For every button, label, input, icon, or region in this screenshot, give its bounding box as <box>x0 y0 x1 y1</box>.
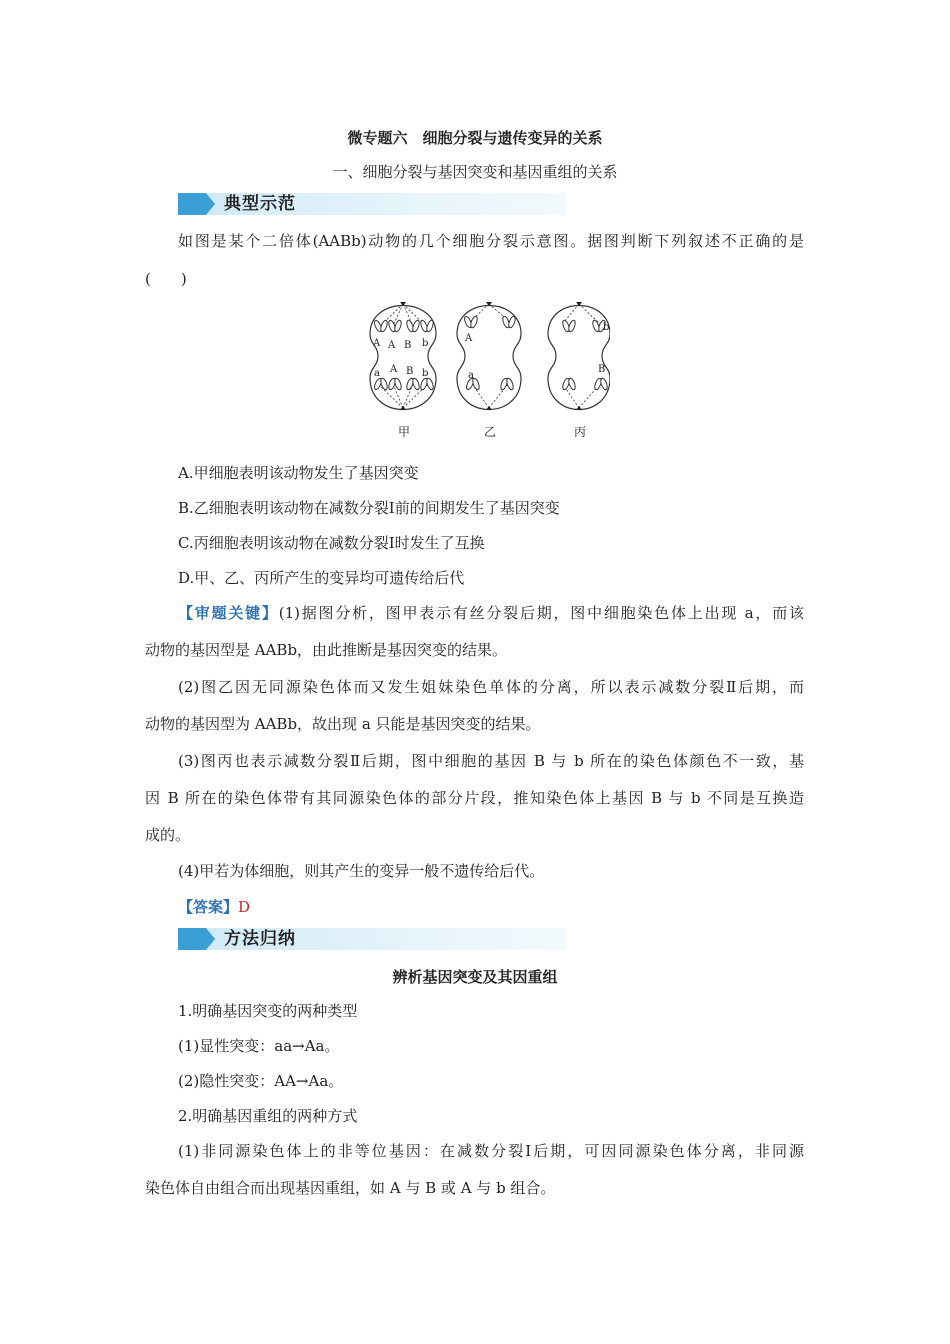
method-line-5b: 染色体自由组合而出现基因重组，如 A 与 B 或 A 与 b 组合。 <box>145 1179 556 1197</box>
option-d: D.甲、乙、丙所产生的变异均可遗传给后代 <box>178 569 465 587</box>
analysis-p2-line1: (2)图乙因无同源染色体而又发生姐妹染色单体的分离，所以表示减数分裂Ⅱ后期，而 <box>178 678 804 696</box>
gene-label: A <box>388 340 396 351</box>
answer-label: 【答案】 <box>178 898 239 916</box>
question-stem: 如图是某个二倍体(AABb)动物的几个细胞分裂示意图。据图判断下列叙述不正确的是 <box>178 232 804 250</box>
answer-blank: ( ) <box>145 270 187 288</box>
analysis-p2-line2: 动物的基因型为 AABb，故出现 a 只能是基因突变的结果。 <box>145 715 541 733</box>
method-line-1: 1.明确基因突变的两种类型 <box>178 1002 358 1020</box>
banner-arrow-icon <box>178 928 206 950</box>
answer-line <box>178 897 250 917</box>
figure-label-yi: 乙 <box>484 425 497 439</box>
method-line-5a: (1)非同源染色体上的非等位基因：在减数分裂Ⅰ后期，可因同源染色体分离，非同源 <box>178 1142 804 1160</box>
gene-label: A <box>465 333 473 344</box>
method-heading: 辨析基因突变及其因重组 <box>392 968 558 986</box>
cell-division-figure <box>360 296 610 441</box>
option-a: A.甲细胞表明该动物发生了基因突变 <box>178 464 419 482</box>
gene-label: B <box>598 364 606 375</box>
gene-label: a <box>468 370 474 381</box>
analysis-p3-line3: 成的。 <box>145 826 191 844</box>
analysis-p1-line2: 动物的基因型是 AABb，由此推断是基因突变的结果。 <box>145 641 508 659</box>
answer-value: D <box>238 898 251 916</box>
section-subtitle: 一、细胞分裂与基因突变和基因重组的关系 <box>332 163 618 181</box>
method-line-3: (2)隐性突变：AA→Aa。 <box>178 1072 344 1090</box>
analysis-p3-line2: 因 B 所在的染色体带有其同源染色体的部分片段，推知染色体上基因 B 与 b 不同是互换造 <box>145 789 804 807</box>
gene-label: B <box>406 366 414 377</box>
method-line-4: 2.明确基因重组的两种方式 <box>178 1107 358 1125</box>
gene-label: b <box>422 338 429 349</box>
analysis-p1-line1: 【审题关键】(1)据图分析，图甲表示有丝分裂后期，图中细胞染色体上出现 a，而该 <box>178 604 804 622</box>
option-b: B.乙细胞表明该动物在减数分裂Ⅰ前的间期发生了基因突变 <box>178 499 560 517</box>
banner-arrow-icon <box>178 193 206 215</box>
banner-label: 典型示范 <box>224 194 296 214</box>
gene-label: b <box>603 322 610 333</box>
gene-label: A <box>373 338 381 349</box>
gene-label: A <box>390 364 398 375</box>
figure-label-jia: 甲 <box>398 425 411 439</box>
cell-bing-outline <box>548 306 610 410</box>
gene-label: b <box>422 368 429 379</box>
banner-label: 方法归纳 <box>224 929 296 949</box>
gene-label: a <box>374 368 380 379</box>
cell-diagram-svg <box>360 296 610 441</box>
banner-example <box>178 193 566 215</box>
banner-method <box>178 928 566 950</box>
analysis-key-label: 【审题关键】 <box>178 604 279 622</box>
figure-label-bing: 丙 <box>574 425 587 439</box>
analysis-p3-line1: (3)图丙也表示减数分裂Ⅱ后期，图中细胞的基因 B 与 b 所在的染色体颜色不一致，基 <box>178 752 804 770</box>
analysis-p4: (4)甲若为体细胞，则其产生的变异一般不遗传给后代。 <box>178 862 545 880</box>
cell-jia-outline <box>370 306 436 410</box>
page-title: 微专题六 细胞分裂与遗传变异的关系 <box>347 129 603 147</box>
option-c: C.丙细胞表明该动物在减数分裂Ⅰ时发生了互换 <box>178 534 485 552</box>
gene-label: B <box>404 340 412 351</box>
method-line-2: (1)显性突变：aa→Aa。 <box>178 1037 340 1055</box>
